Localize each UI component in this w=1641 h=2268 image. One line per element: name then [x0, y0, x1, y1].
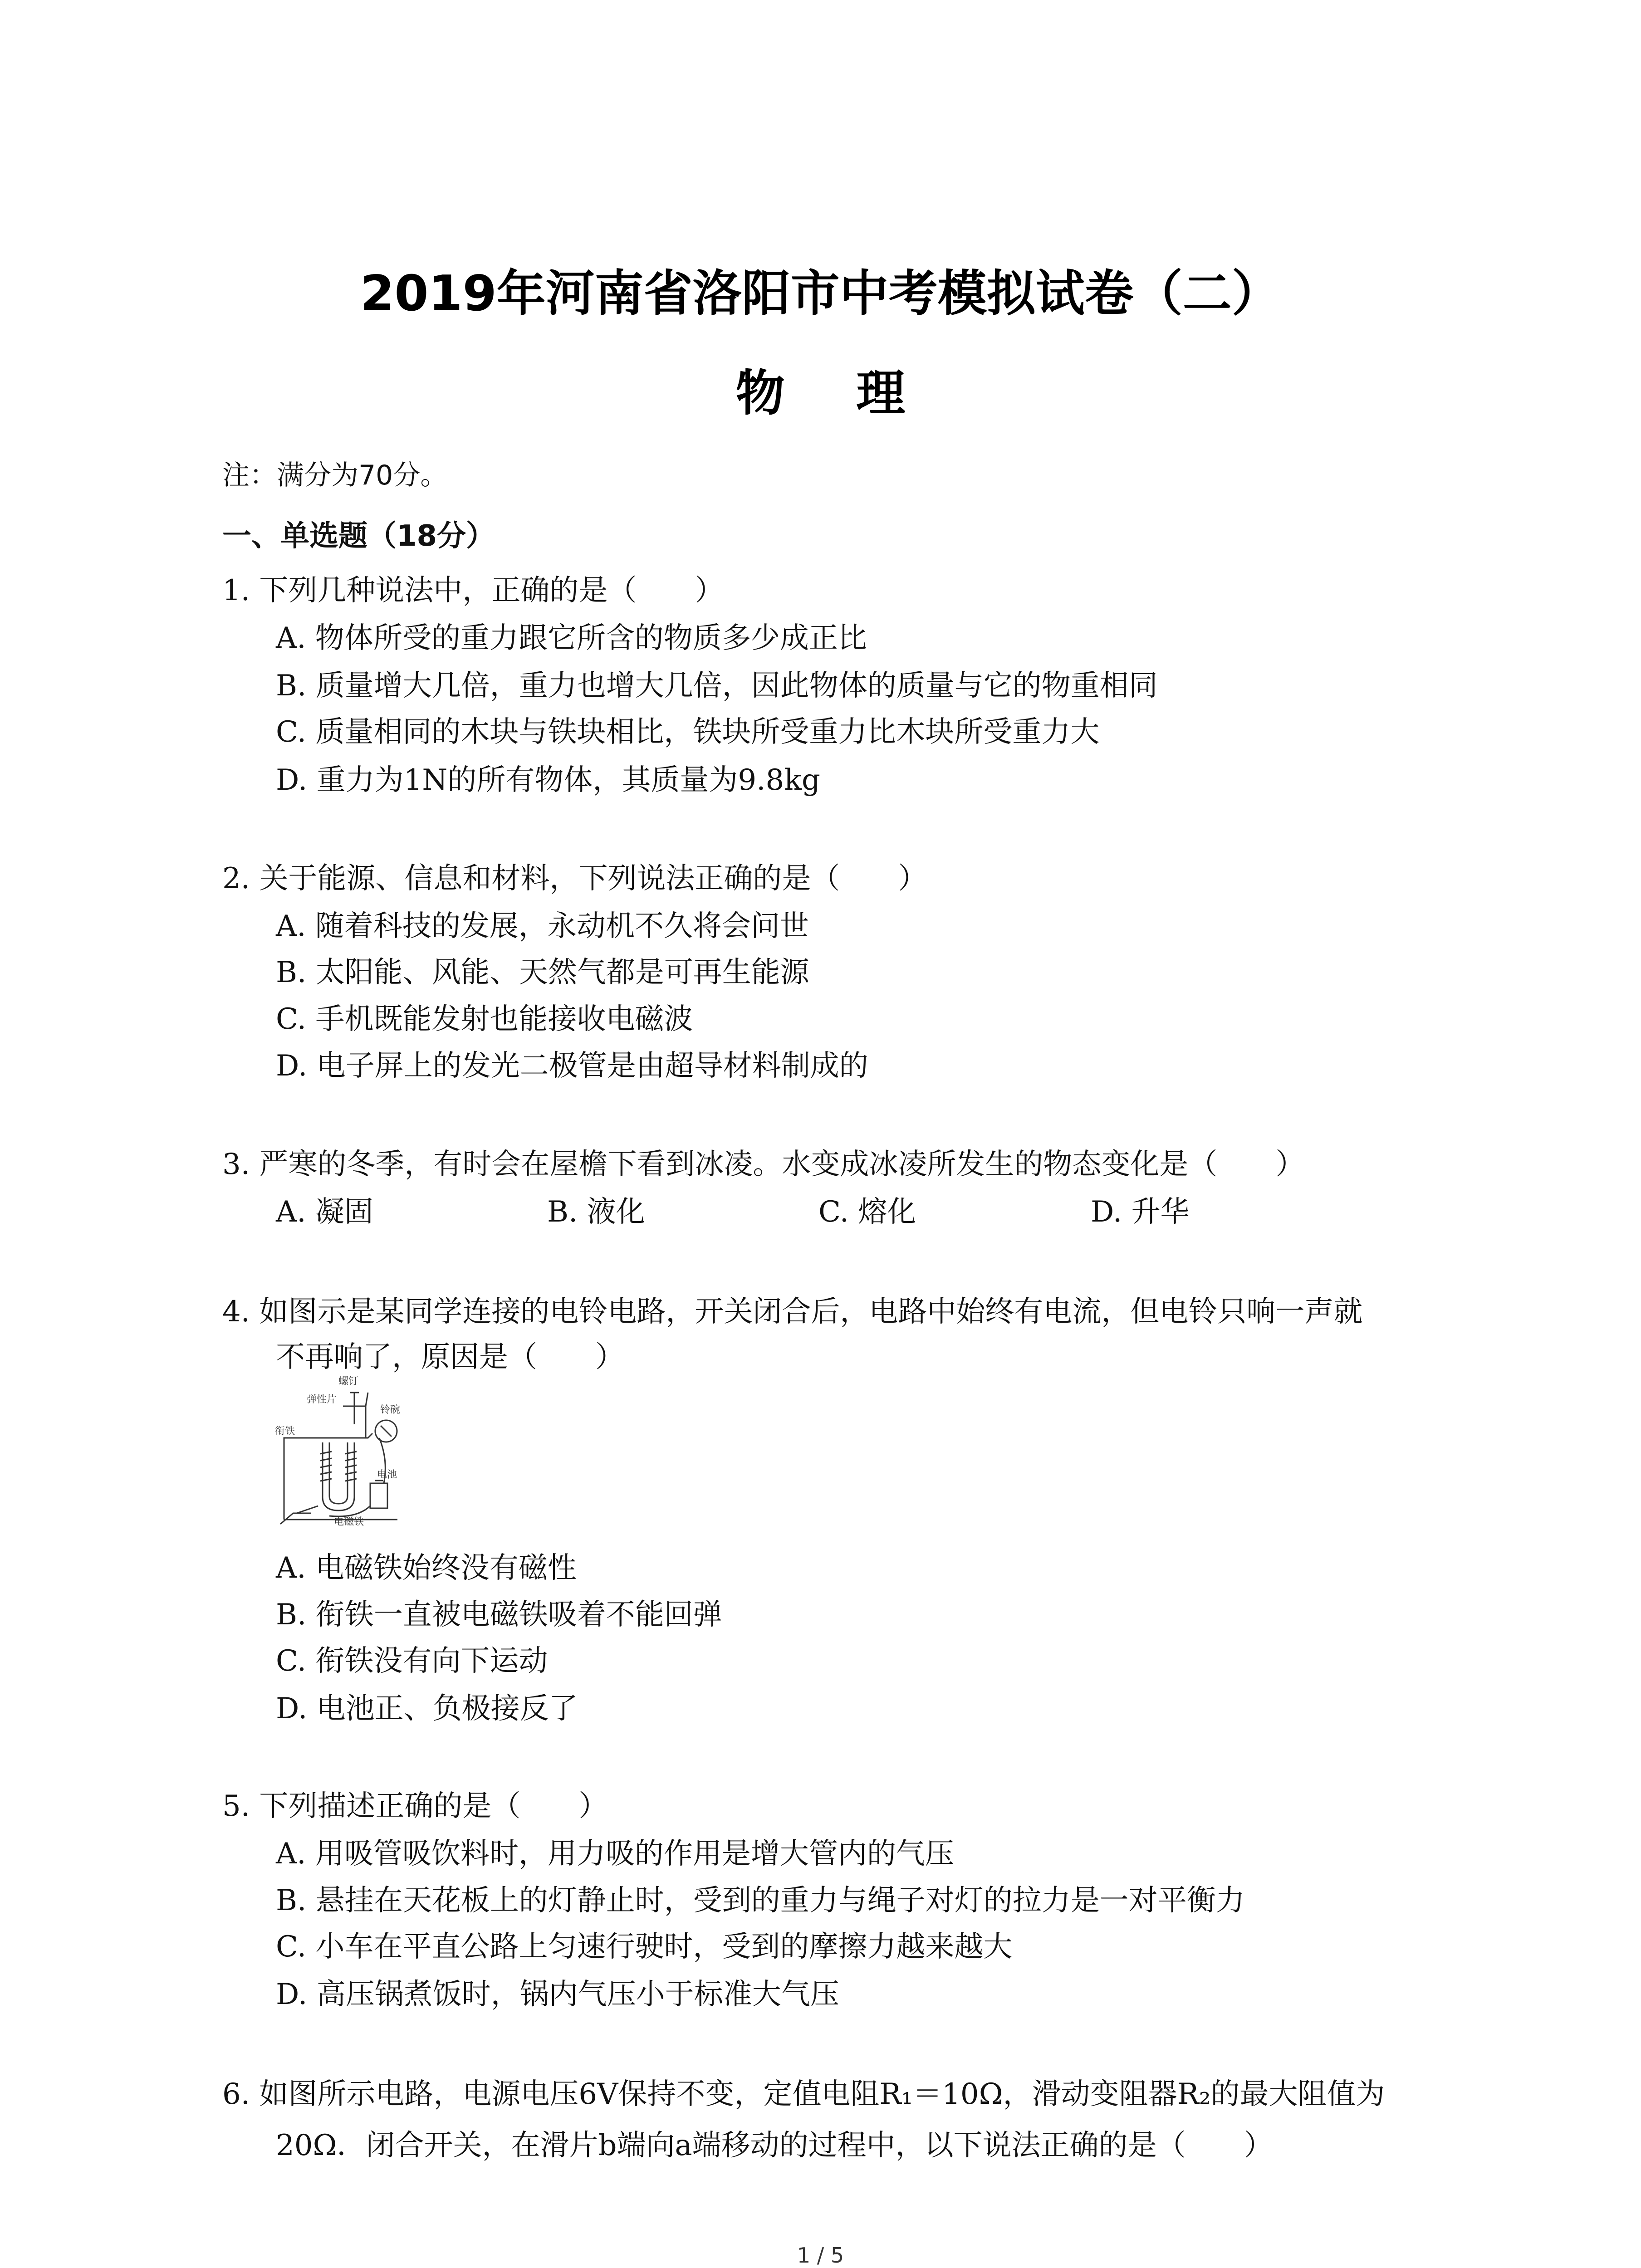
- question-1-option-c: C. 质量相同的木块与铁块相比，铁块所受重力比木块所受重力大: [276, 715, 1100, 749]
- question-4-stem-line2: 不再响了，原因是（ ）: [276, 1340, 624, 1374]
- question-6-stem-line1: 6. 如图所示电路，电源电压6V保持不变，定值电阻R₁＝10Ω，滑动变阻器R₂的最大阻值为: [222, 2077, 1385, 2111]
- label-bell: 铃碗: [380, 1404, 401, 1416]
- label-battery: 电池: [377, 1469, 397, 1481]
- question-4-option-b: B. 衔铁一直被电磁铁吸着不能回弹: [276, 1598, 722, 1632]
- score-note: 注：满分为70分。: [222, 459, 448, 491]
- question-4-option-a: A. 电磁铁始终没有磁性: [276, 1551, 577, 1585]
- question-2-stem: 2. 关于能源、信息和材料，下列说法正确的是（ ）: [222, 862, 927, 895]
- question-2-option-b: B. 太阳能、风能、天然气都是可再生能源: [276, 956, 809, 989]
- question-1-stem: 1. 下列几种说法中，正确的是（ ）: [222, 574, 724, 607]
- question-5-option-c: C. 小车在平直公路上匀速行驶时，受到的摩擦力越来越大: [276, 1930, 1013, 1964]
- section-heading: 一、单选题（18分）: [222, 519, 495, 553]
- page-number: 1 / 5: [797, 2243, 844, 2268]
- question-2-option-d: D. 电子屏上的发光二极管是由超导材料制成的: [276, 1049, 868, 1083]
- question-2-option-c: C. 手机既能发射也能接收电磁波: [276, 1002, 693, 1036]
- question-4-option-d: D. 电池正、负极接反了: [276, 1692, 578, 1725]
- question-3-option-d: D. 升华: [1091, 1195, 1190, 1229]
- question-4-option-c: C. 衔铁没有向下运动: [276, 1644, 548, 1678]
- question-5-stem: 5. 下列描述正确的是（ ）: [222, 1789, 608, 1823]
- question-5-option-a: A. 用吸管吸饮料时，用力吸的作用是增大管内的气压: [276, 1837, 954, 1871]
- label-spring: 弹性片: [307, 1394, 337, 1405]
- question-3-option-b: B. 液化: [547, 1195, 645, 1229]
- question-5-option-b: B. 悬挂在天花板上的灯静止时，受到的重力与绳子对灯的拉力是一对平衡力: [276, 1884, 1245, 1917]
- subject-title: 物 理: [735, 365, 933, 422]
- question-1-option-a: A. 物体所受的重力跟它所含的物质多少成正比: [276, 621, 867, 655]
- question-1-option-b: B. 质量增大几倍，重力也增大几倍，因此物体的质量与它的物重相同: [276, 669, 1158, 703]
- question-3-option-c: C. 熔化: [818, 1195, 916, 1229]
- label-screw: 螺钉: [338, 1376, 359, 1387]
- question-3-stem: 3. 严寒的冬季，有时会在屋檐下看到冰凌。水变成冰凌所发生的物态变化是（ ）: [222, 1148, 1305, 1181]
- question-2-option-a: A. 随着科技的发展，永动机不久将会问世: [276, 909, 809, 943]
- question-1-option-d: D. 重力为1N的所有物体，其质量为9.8kg: [276, 763, 820, 797]
- exam-title: 2019年河南省洛阳市中考模拟试卷（二）: [360, 265, 1281, 322]
- electric-bell-diagram: [275, 1374, 407, 1529]
- question-5-option-d: D. 高压锅煮饭时，锅内气压小于标准大气压: [276, 1978, 839, 2011]
- question-4-stem-line1: 4. 如图示是某同学连接的电铃电路，开关闭合后，电路中始终有电流，但电铃只响一声就: [222, 1295, 1363, 1329]
- label-electromagnet: 电磁铁: [334, 1516, 364, 1528]
- question-3-option-a: A. 凝固: [276, 1195, 373, 1229]
- question-6-stem-line2: 20Ω．闭合开关，在滑片b端向a端移动的过程中，以下说法正确的是（ ）: [276, 2129, 1273, 2162]
- label-armature: 衔铁: [275, 1426, 295, 1437]
